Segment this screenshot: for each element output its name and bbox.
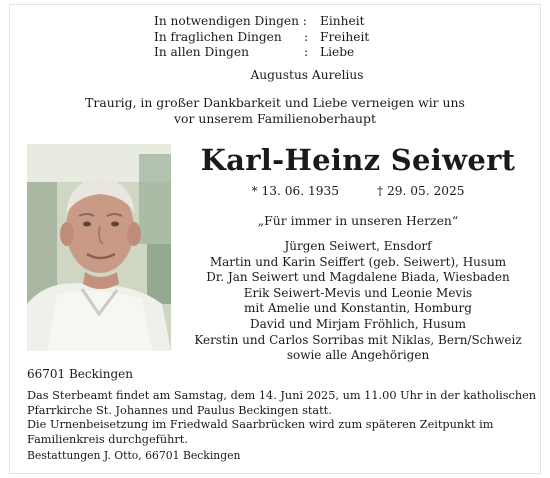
notice-line: Pfarrkirche St. Johannes und Paulus Beckingen statt. (27, 403, 332, 417)
portrait-photo (27, 144, 171, 351)
quote-separator (304, 14, 320, 30)
portrait-illustration (27, 144, 171, 351)
quote-right: Liebe (320, 45, 355, 59)
quote-row (154, 45, 369, 61)
notice-line: Die Urnenbeisetzung im Friedwald Saarbrücken wird zum späteren Zeitpunkt im (27, 418, 494, 432)
quote-left: In allen Dingen (154, 45, 249, 59)
mourner-line: mit Amelie und Konstantin, Homburg (244, 301, 472, 316)
funeral-notice (27, 389, 537, 447)
quote-right: Freiheit (320, 29, 370, 44)
deceased-name: Karl-Heinz Seiwert (200, 143, 516, 177)
place-of-residence: 66701 Beckingen (27, 367, 133, 381)
mourners-list (183, 239, 533, 364)
mourner-line: Kerstin und Carlos Sorribas mit Niklas, Bern/Schweiz (194, 332, 522, 347)
notice-line: Familienkreis durchgeführt. (27, 432, 188, 446)
life-dates (183, 184, 533, 198)
mourner-line: Dr. Jan Seiwert und Magdalene Biada, Wiesbaden (206, 270, 510, 285)
quote-author: Augustus Aurelius (250, 68, 364, 82)
mourner-line: Erik Seiwert-Mevis und Leonie Mevis (243, 285, 473, 300)
notice-line: Das Sterbeamt findet am Samstag, dem 14. Juni 2025, um 11.00 Uhr in der katholischen (27, 389, 537, 402)
undertaker: Bestattungen J. Otto, 66701 Beckingen (27, 449, 241, 462)
death-date: † 29. 05. 2025 (377, 184, 465, 198)
mourner-line: David und Mirjam Fröhlich, Husum (250, 316, 466, 331)
quote-row (154, 30, 369, 46)
birth-date: * 13. 06. 1935 (251, 184, 339, 198)
quote-separator: : (304, 45, 309, 59)
intro-text (0, 95, 550, 127)
intro-line: Traurig, in großer Dankbarkeit und Liebe verneigen wir uns (85, 95, 465, 110)
mourner-line: Jürgen Seiwert, Ensdorf (284, 239, 432, 253)
mourner-line: Martin und Karin Seiffert (geb. Seiwert), Husum (209, 254, 507, 269)
motto: „Für immer in unseren Herzen“ (257, 213, 459, 228)
quote-block (154, 14, 369, 61)
quote-left: In notwendigen Dingen : (154, 14, 307, 28)
quote-row (154, 14, 369, 30)
quote-right: Einheit (320, 14, 365, 28)
mourner-line: sowie alle Angehörigen (286, 348, 430, 363)
intro-line: vor unserem Familienoberhaupt (174, 111, 376, 126)
quote-left: In fraglichen Dingen (154, 29, 282, 44)
quote-separator: : (304, 29, 309, 44)
